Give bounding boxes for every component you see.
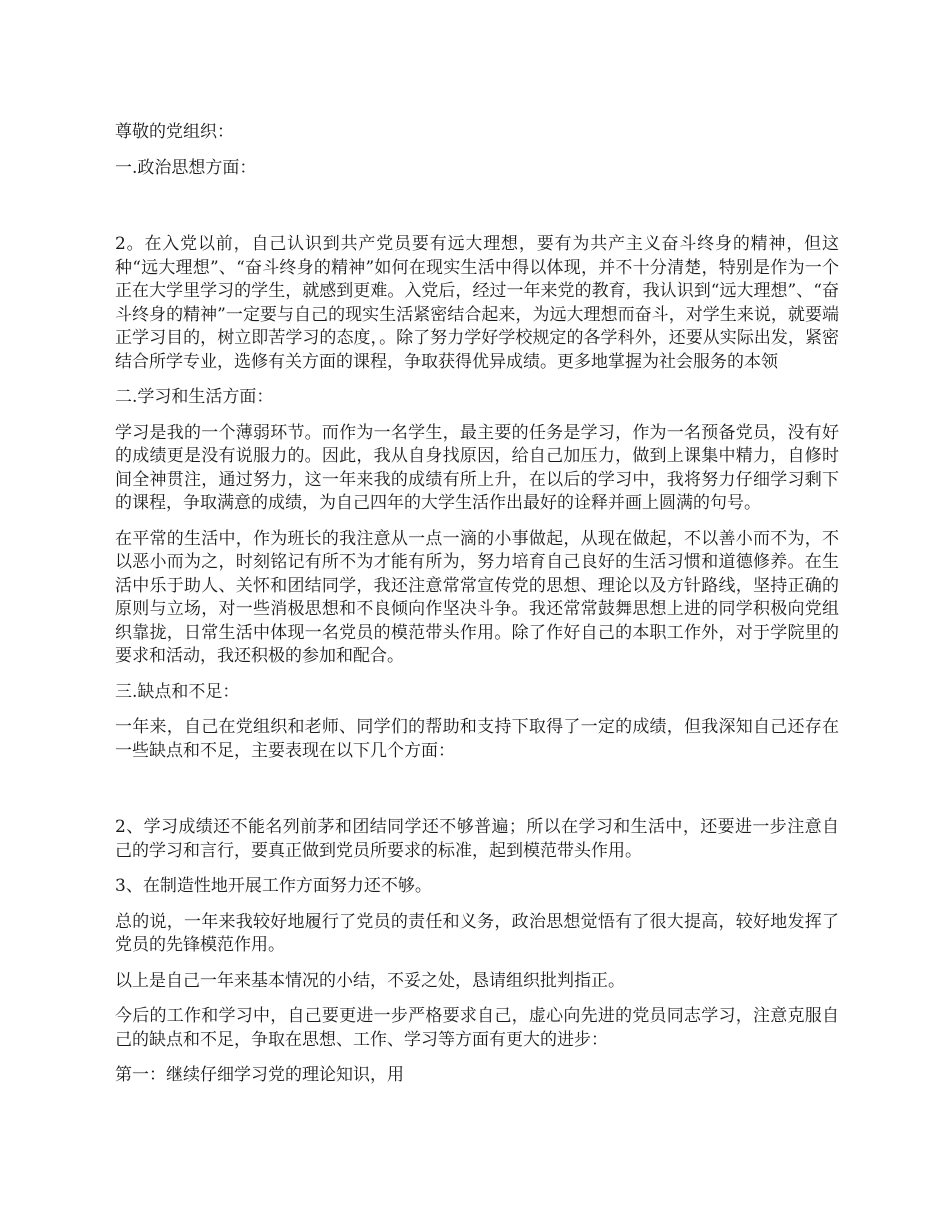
paragraph-political-2: 2。在入党以前，自己认识到共产党员要有远大理想，要有为共产主义奋斗终身的精神，但这种“远大理想”、“奋斗终身的精神”如何在现实生活中得以体现，并不十分清楚，特别是作为一个正在大学里学习的学生，就感到更难。入党后，经过一年来党的教育，我认识到“远大理想”、“奋斗终身的精神”一定要与自己的现实生活紧密结合起来，为远大理想而奋斗，对学生来说，就要端正学习目的，树立即苦学习的态度，。除了努力学好学校规定的各学科外，还要从实际出发，紧密结合所学专业，选修有关方面的课程，争取获得优异成绩。更多地掌握为社会服务的本领 bbox=[115, 234, 839, 372]
section-heading-study-life: 二.学习和生活方面： bbox=[115, 387, 274, 407]
paragraph-conclusion: 以上是自己一年来基本情况的小结，不妥之处，恳请组织批判指正。 bbox=[115, 970, 625, 991]
paragraph-life: 在平常的生活中，作为班长的我注意从一点一滴的小事做起，从现在做起，不以善小而不为，不以恶小而为之，时刻铭记有所不为才能有所为，努力培育自己良好的生活习惯和道德修养。在生活中乐于助人、关怀和团结同学，我还注意常常宣传党的思想、理论以及方针路线，坚持正确的原则与立场，对一些消极思想和不良倾向作坚决斗争。我还常常鼓舞思想上进的同学积极向党组织靠拢，日常生活中体现一名党员的模范带头作用。除了作好自己的本职工作外，对于学院里的要求和活动，我还积极的参加和配合。 bbox=[115, 528, 839, 666]
paragraph-future: 今后的工作和学习中，自己要更进一步严格要求自己，虚心向先进的党员同志学习，注意克服自己的缺点和不足，争取在思想、工作、学习等方面有更大的进步： bbox=[115, 1006, 839, 1050]
paragraph-study: 学习是我的一个薄弱环节。而作为一名学生，最主要的任务是学习，作为一名预备党员，没有好的成绩更是没有说服力的。因此，我从自身找原因，给自己加压力，做到上课集中精力，自修时间全神贯注，通过努力，这一年来我的成绩有所上升，在以后的学习中，我将努力仔细学习剩下的课程，争取满意的成绩，为自己四年的大学生活作出最好的诠释并画上圆满的句号。 bbox=[115, 422, 839, 513]
salutation: 尊敬的党组织： bbox=[115, 122, 234, 142]
section-heading-political: 一.政治思想方面： bbox=[115, 157, 257, 178]
paragraph-first-point: 第一：继续仔细学习党的理论知识，用 bbox=[115, 1065, 404, 1085]
paragraph-shortcoming-2: 2、学习成绩还不能名列前茅和团结同学还不够普遍；所以在学习和生活中，还要进一步注意自己的学习和言行，要真正做到党员所要求的标准，起到模范带头作用。 bbox=[115, 817, 839, 861]
paragraph-shortcoming-3: 3、在制造性地开展工作方面努力还不够。 bbox=[115, 876, 432, 896]
section-heading-shortcomings: 三.缺点和不足： bbox=[115, 681, 240, 702]
paragraph-shortcomings-intro: 一年来，自己在党组织和老师、同学们的帮助和支持下取得了一定的成绩，但我深知自己还存在一些缺点和不足，主要表现在以下几个方面： bbox=[115, 717, 839, 761]
document-body bbox=[115, 121, 839, 1100]
paragraph-summary: 总的说，一年来我较好地履行了党员的责任和义务，政治思想觉悟有了很大提高，较好地发挥了党员的先锋模范作用。 bbox=[115, 911, 839, 955]
